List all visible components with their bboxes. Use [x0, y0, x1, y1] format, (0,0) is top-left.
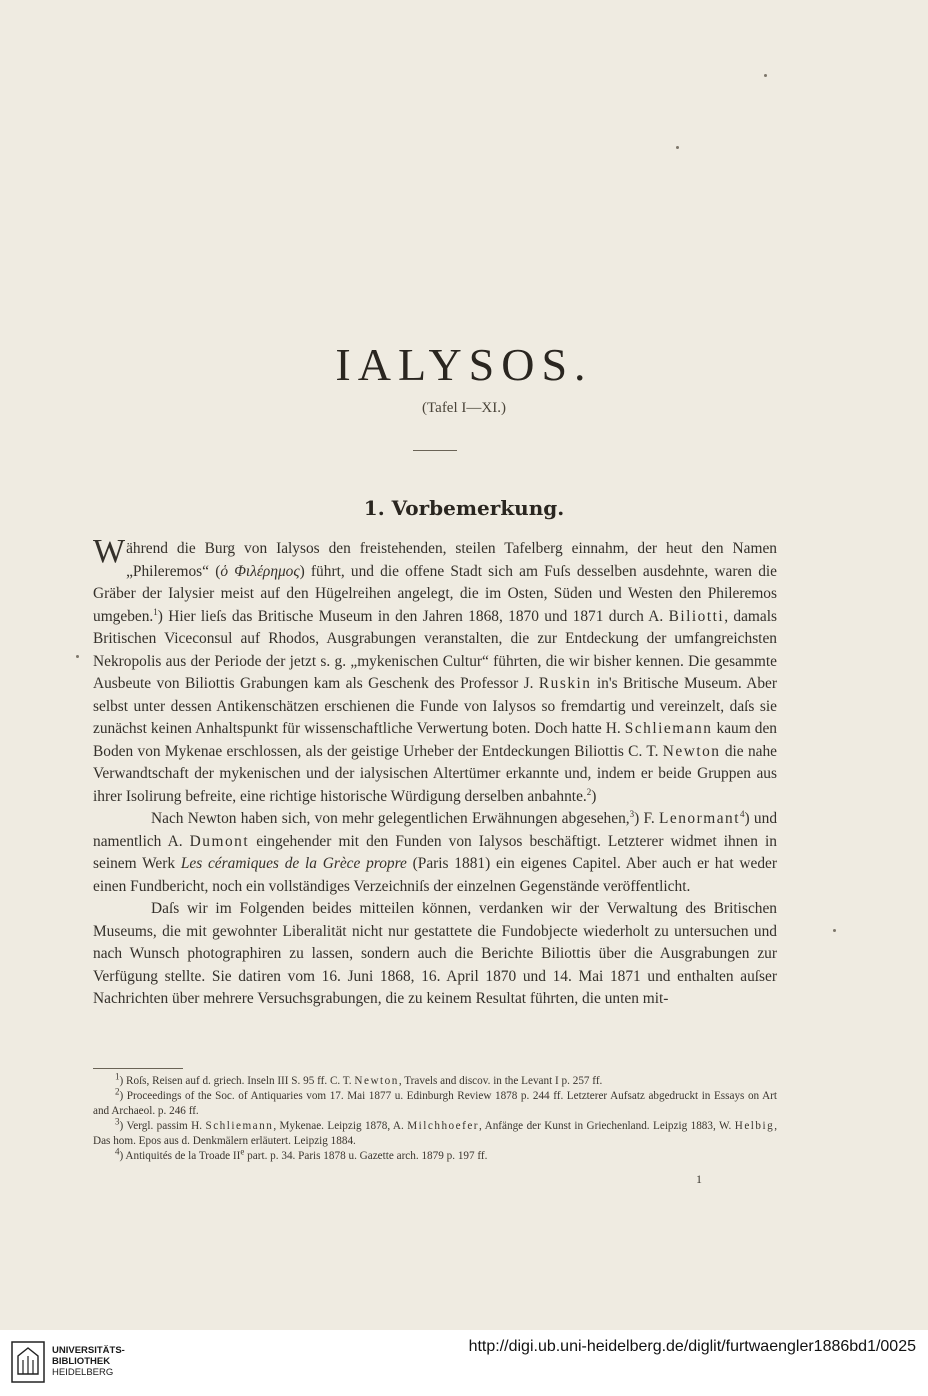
section-heading: 1. Vorbemerkung.	[363, 496, 565, 520]
text-run: ) führt, und die offene Stadt sich am Fuſs desselben ausdehnte, waren die Gräber der Ialysier meist auf den Hügelreihen angelegt, die im Osten, Süden und Westen den Phileremos umgeben.	[93, 562, 777, 625]
text-run: , damals Britischen Viceconsul auf Rhodos, Ausgrabungen veranstalten, die zur Entdeckung der umfangreichsten Nekropolis aus der Periode der jetzt s. g. „mykenischen Cultur“ führten, die wir bisher kennen. Die gesammte Ausbeute von Biliottis Grabungen kam als Geschenk des Professor J.	[93, 607, 777, 692]
footnote	[93, 1146, 777, 1164]
paragraph	[93, 808, 777, 898]
spaced-name: Helbig	[734, 1120, 775, 1132]
text-run: ) Roſs, Reisen auf d. griech. Inseln III S. 95 ff. C. T.	[119, 1075, 355, 1087]
text-run: Nach Newton haben sich, von mehr gelegentlichen Erwähnungen abgesehen,	[151, 810, 630, 827]
footnote-ref: 4	[115, 1146, 120, 1157]
spaced-name: Schliemann	[205, 1120, 274, 1132]
spaced-name: Dumont	[189, 832, 250, 850]
footnote-ref: 2	[586, 786, 592, 797]
footnote-ref: 3	[629, 808, 635, 819]
text-run: kaum den Boden von Mykenae erschlossen, als der geistige Urheber der Entdeckungen Biliottis C. T.	[93, 720, 777, 760]
text-run: eingehender mit den Funden von Ialysos beschäftigt. Letzterer widmet ihnen in seinem Werk	[93, 832, 778, 872]
text-run: ) Antiquités de la Troade II	[119, 1150, 241, 1162]
drop-cap: W	[93, 533, 126, 570]
paper-speck	[76, 655, 79, 658]
paper-speck	[764, 74, 767, 77]
text-run: , Mykenae. Leipzig 1878, A.	[273, 1120, 408, 1132]
text-run: , Das hom. Epos aus d. Denkmälern erläutert. Leipzig 1884.	[93, 1120, 777, 1147]
paper-speck	[833, 929, 836, 932]
text-run: die nahe Verwandtschaft der mykenischen und der ialysischen Altertümer erkannte und, indem er beide Gruppen aus ihrer Isolirung befreite, eine richtige historische Würdigung derselben anbahnte.	[93, 742, 777, 805]
body-text	[93, 533, 778, 1011]
footnote-ref: 3	[115, 1116, 120, 1127]
italic-text: ὁ Φιλέρημος	[220, 562, 300, 580]
text-run: )	[591, 787, 597, 805]
footnote-ref: 4	[740, 808, 745, 819]
paper-speck	[676, 146, 679, 149]
footnote-ref: 1	[115, 1071, 120, 1082]
spaced-name: Ruskin	[538, 675, 592, 692]
page-number: 1	[696, 1172, 702, 1186]
spaced-name: Lenormant	[659, 810, 741, 827]
text-run: ) Vergl. passim H.	[119, 1120, 206, 1132]
footnote-ref: 2	[115, 1086, 120, 1097]
logo-line: HEIDELBERG	[52, 1367, 114, 1378]
paragraph	[93, 533, 777, 808]
footnote-ref: e	[240, 1146, 245, 1157]
spaced-name: Schliemann	[624, 720, 713, 737]
spaced-name: Newton	[662, 742, 721, 760]
footnotes	[93, 1071, 777, 1164]
text-run: ) F.	[634, 810, 659, 827]
text-run: ) Proceedings of the Soc. of Antiquaries vom 17. Mai 1877 u. Edinburgh Review 1878 p. 244 ff. Letzterer Aufsatz abgedruckt in Essays on Art and Archaeol. p. 246 ff.	[93, 1090, 777, 1117]
spaced-name: Biliotti	[668, 607, 725, 625]
italic-text: Les céramiques de la Grèce propre	[180, 855, 407, 872]
title-divider	[413, 450, 457, 451]
footnote	[93, 1116, 777, 1149]
logo-line: UNIVERSITÄTS-	[52, 1345, 125, 1356]
text-run: Daſs wir im Folgenden beides mitteilen können, verdanken wir der Verwaltung des Britischen Museums, die mit gewohnter Liberalität nicht nur gestattete die Fundobjecte wiederholt zu untersuchen und nach Wunsch photographiren zu lassen, sondern auch die Berichte Biliottis über die Ausgrabungen zur Verfügung stellte. Sie datiren vom 16. Juni 1868, 16. April 1870 und 14. Mai 1871 und enthalten auſser Nachrichten über mehrere Versuchsgrabungen, die zu keinem Resultat führten, die unten mit-	[93, 900, 777, 1007]
spaced-name: Milchhoefer	[407, 1120, 480, 1132]
paragraph	[93, 898, 777, 1011]
university-seal-icon	[10, 1340, 46, 1384]
library-logo-text	[52, 1345, 125, 1378]
page-title: IALYSOS.	[335, 339, 593, 390]
text-run: , Anfänge der Kunst in Griechenland. Leipzig 1883, W.	[479, 1120, 735, 1132]
spaced-name: Newton	[354, 1075, 399, 1087]
text-run: ) und namentlich A.	[93, 810, 778, 850]
text-run: , Travels and discov. in the Levant I p. 257 ff.	[398, 1075, 603, 1087]
footnote	[93, 1071, 777, 1089]
footnote-divider	[93, 1068, 183, 1069]
text-run: ährend die Burg von Ialysos den freistehenden, steilen Tafelberg einnahm, der heut den Namen „Phileremos“ (	[126, 540, 777, 580]
text-run: in's Britische Museum. Aber selbst unter dessen Antikenschätzen erschienen die Funde von Ialysos so fremdartig und vereinzelt, daſs sie zunächst keinen Anhaltspunkt für wissenschaftliche Verwertung boten. Doch hatte H.	[93, 675, 777, 737]
footnote	[93, 1086, 777, 1119]
text-run: (Paris 1881) ein eigenes Capitel. Aber auch er hat weder einen Fundbericht, noch ein vollständiges Verzeichniſs der einzelnen Gegenstände veröffentlicht.	[93, 855, 777, 895]
logo-line: BIBLIOTHEK	[52, 1356, 111, 1367]
source-url-link[interactable]: http://digi.ub.uni-heidelberg.de/diglit/furtwaengler1886bd1/0025	[468, 1338, 916, 1355]
text-run: part. p. 34. Paris 1878 u. Gazette arch. 1879 p. 197 ff.	[244, 1150, 488, 1162]
page-subtitle: (Tafel I—XI.)	[422, 400, 506, 416]
footnote-ref: 1	[153, 606, 158, 617]
text-run: ) Hier lieſs das Britische Museum in den Jahren 1868, 1870 und 1871 durch A.	[157, 607, 669, 625]
